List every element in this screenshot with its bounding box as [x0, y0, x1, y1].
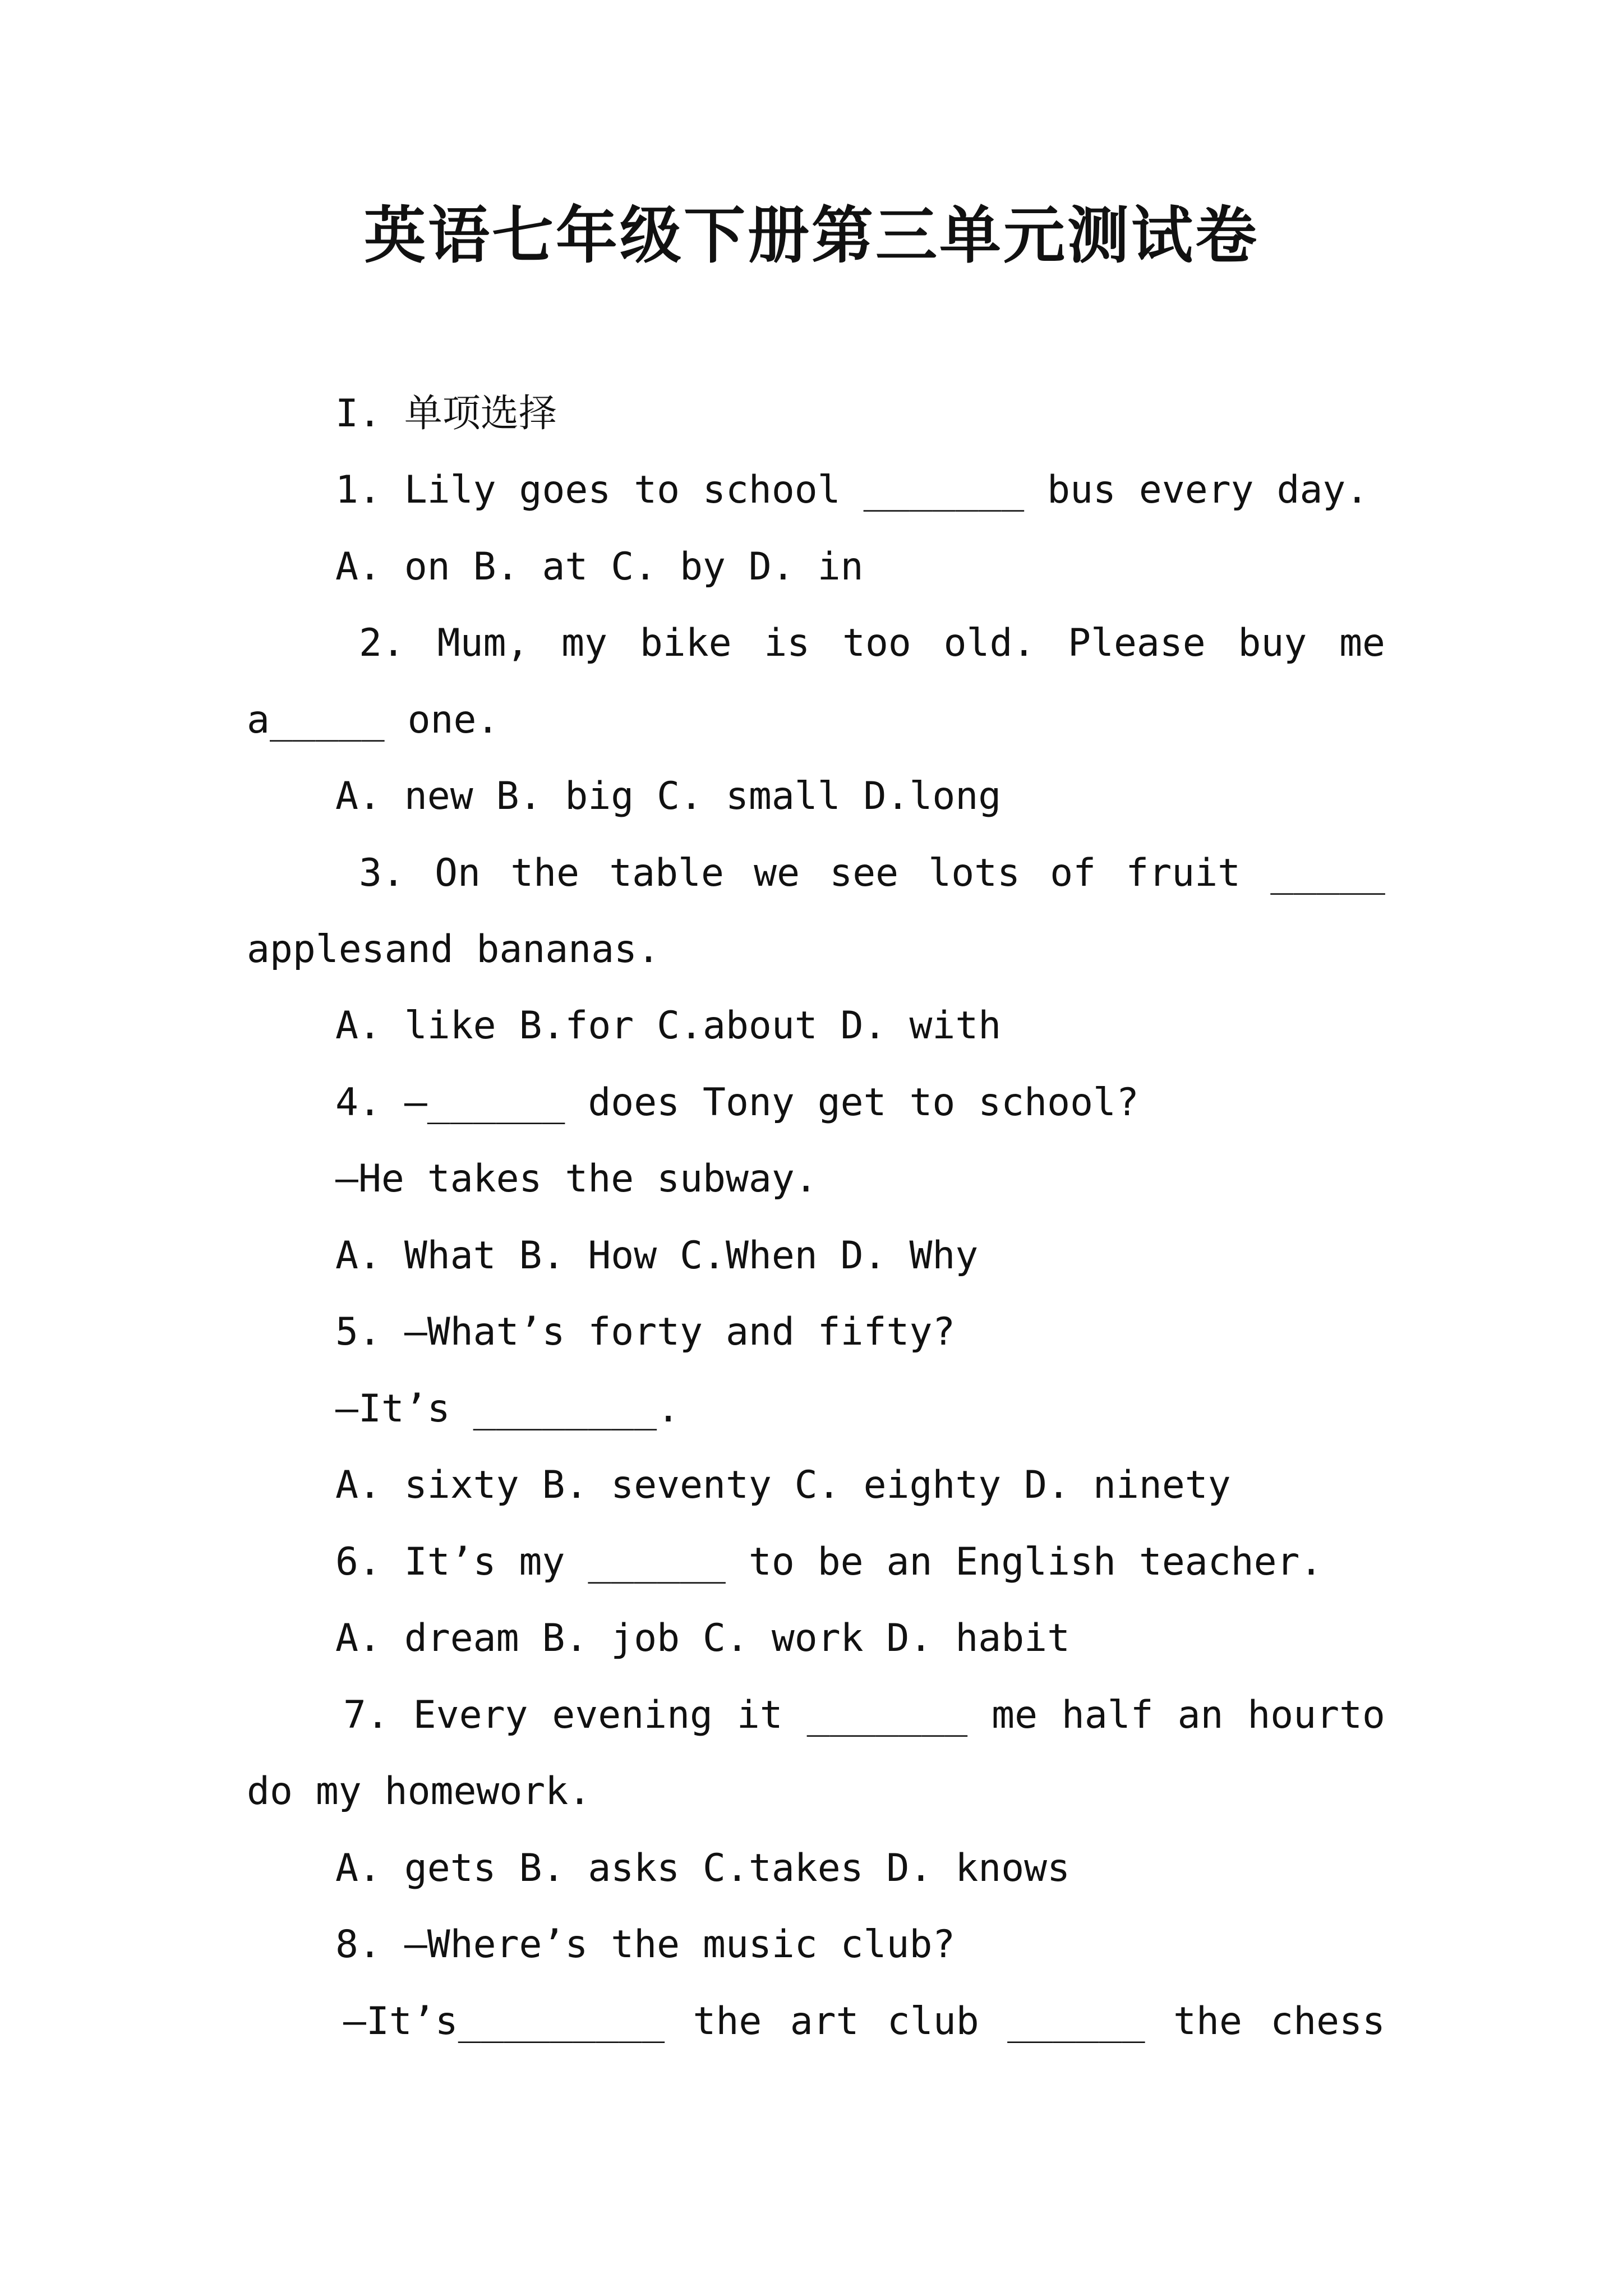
question-3-continued: applesand bananas.: [247, 927, 660, 972]
question-2: 2. Mum, my bike is too old. Please buy me: [359, 621, 1385, 665]
question-2-continued: a_____ one.: [247, 698, 500, 742]
question-7: 7. Every evening it _______ me half an hourto: [343, 1693, 1385, 1737]
question-5-options: A. sixty B. seventy C. eighty D. ninety: [335, 1463, 1231, 1507]
question-3-options: A. like B.for C.about D. with: [335, 1004, 1002, 1048]
question-6-options: A. dream B. job C. work D. habit: [335, 1616, 1071, 1660]
question-7-continued: do my homework.: [247, 1769, 592, 1814]
document-title: 英语七年级下册第三单元测试卷: [364, 199, 1259, 272]
question-4-answer: —He takes the subway.: [335, 1157, 818, 1201]
question-8: 8. —Where’s the music club?: [335, 1922, 956, 1967]
question-1-options: A. on B. at C. by D. in: [335, 545, 864, 589]
question-5-answer: —It’s ________.: [335, 1387, 680, 1431]
question-8-answer: —It’s_________ the art club ______ the chess: [343, 1999, 1385, 2044]
question-5: 5. —What’s forty and fifty?: [335, 1310, 956, 1354]
question-2-options: A. new B. big C. small D.long: [335, 774, 1002, 818]
question-7-options: A. gets B. asks C.takes D. knows: [335, 1846, 1071, 1890]
question-4-options: A. What B. How C.When D. Why: [335, 1234, 979, 1278]
section-heading: I. 单项选择: [335, 392, 557, 436]
question-1: 1. Lily goes to school _______ bus every day.: [335, 468, 1369, 512]
question-3: 3. On the table we see lots of fruit _____: [359, 851, 1385, 895]
question-6: 6. It’s my ______ to be an English teacher.: [335, 1540, 1323, 1584]
question-4: 4. —______ does Tony get to school?: [335, 1080, 1139, 1125]
